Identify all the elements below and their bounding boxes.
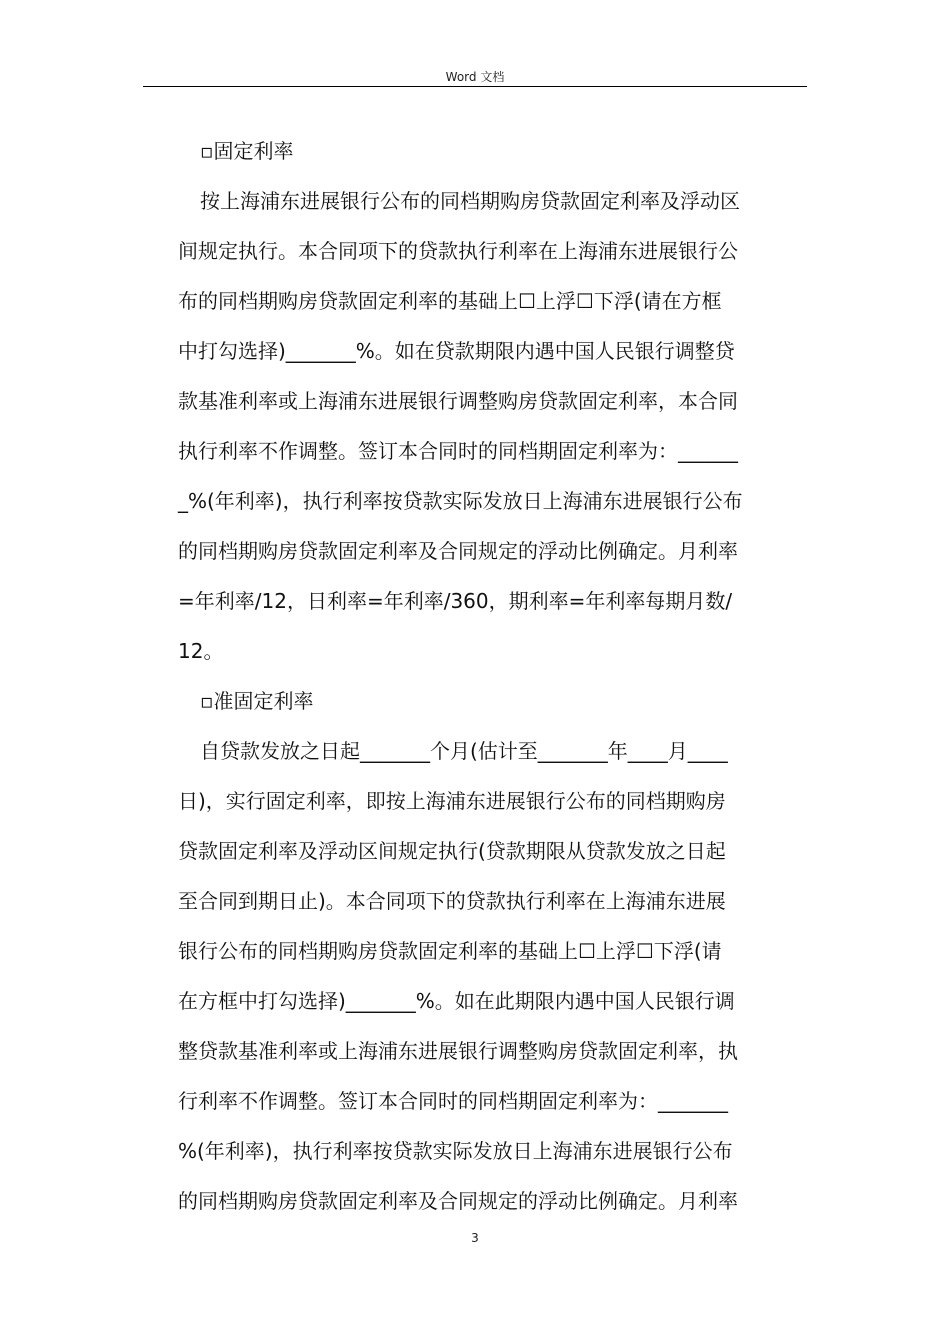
paragraph-line: 银行公布的同档期购房贷款固定利率的基础上☐上浮☐下浮(请 [178, 939, 722, 963]
header-divider [143, 86, 807, 87]
paragraph-line: _%(年利率)，执行利率按贷款实际发放日上海浦东进展银行公布 [178, 489, 743, 513]
paragraph-line: =年利率/12，日利率=年利率/360，期利率=年利率每期月数/ [178, 589, 733, 613]
paragraph-line: 至合同到期日止)。本合同项下的贷款执行利率在上海浦东进展 [178, 889, 726, 913]
page-number: 3 [471, 1231, 479, 1245]
paragraph-line: 自贷款发放之日起_______个月(估计至_______年____月____ [200, 739, 728, 763]
paragraph-line: 12。 [178, 639, 224, 663]
paragraph-line: 整贷款基准利率或上海浦东进展银行调整购房贷款固定利率，执 [178, 1039, 738, 1063]
paragraph-line: 的同档期购房贷款固定利率及合同规定的浮动比例确定。月利率 [178, 539, 738, 563]
paragraph-line: 在方框中打勾选择)_______%。如在此期限内遇中国人民银行调 [178, 989, 735, 1013]
paragraph-line: 执行利率不作调整。签订本合同时的同档期固定利率为：______ [178, 439, 738, 463]
paragraph-line: 行利率不作调整。签订本合同时的同档期固定利率为：_______ [178, 1089, 728, 1113]
paragraph-line: 中打勾选择)_______%。如在贷款期限内遇中国人民银行调整贷 [178, 339, 735, 363]
paragraph-line: 按上海浦东进展银行公布的同档期购房贷款固定利率及浮动区 [200, 189, 740, 213]
section-heading-quasi-fixed-rate: ▫准固定利率 [200, 689, 314, 713]
paragraph-line: 日)，实行固定利率，即按上海浦东进展银行公布的同档期购房 [178, 789, 726, 813]
paragraph-line: 贷款固定利率及浮动区间规定执行(贷款期限从贷款发放之日起 [178, 839, 726, 863]
section-heading-fixed-rate: ▫固定利率 [200, 139, 294, 163]
paragraph-line: 款基准利率或上海浦东进展银行调整购房贷款固定利率，本合同 [178, 389, 738, 413]
paragraph-line: 布的同档期购房贷款固定利率的基础上☐上浮☐下浮(请在方框 [178, 289, 722, 313]
paragraph-line: 间规定执行。本合同项下的贷款执行利率在上海浦东进展银行公 [178, 239, 738, 263]
page-header: Word 文档 [445, 70, 505, 84]
paragraph-line: %(年利率)，执行利率按贷款实际发放日上海浦东进展银行公布 [178, 1139, 733, 1163]
paragraph-line: 的同档期购房贷款固定利率及合同规定的浮动比例确定。月利率 [178, 1189, 738, 1213]
